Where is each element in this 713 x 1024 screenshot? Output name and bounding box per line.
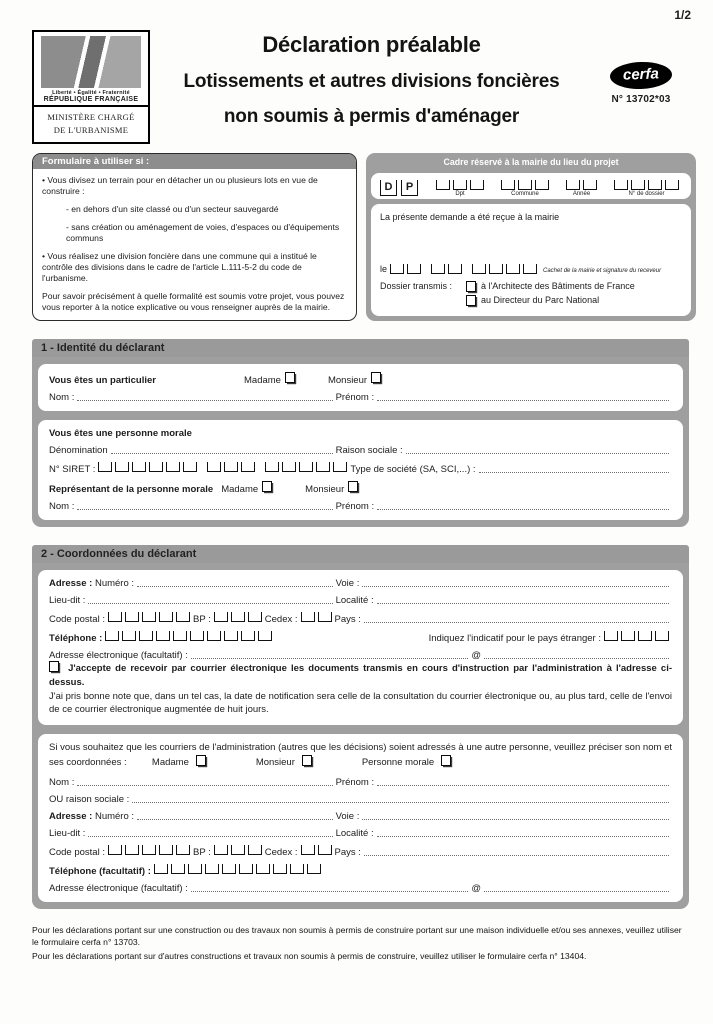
madame-label: Madame [221, 483, 259, 495]
declarant-localite-field[interactable] [377, 595, 669, 604]
declarant-pays-field[interactable] [364, 612, 669, 623]
ministry-logo-block [32, 30, 150, 144]
autre-localite-field[interactable] [377, 828, 669, 837]
prenom-label: Prénom : [335, 500, 375, 512]
date-month-field[interactable] [431, 264, 462, 274]
autre-telephone-field[interactable] [154, 864, 321, 874]
autre-nom-field[interactable] [77, 777, 332, 786]
telephone-label: Téléphone : [49, 632, 103, 644]
particulier-prenom-field[interactable] [377, 392, 669, 401]
republique-logo [34, 32, 148, 107]
usage-sub2: - sans création ou aménagement de voies, d'espaces ou d'équipements communs [66, 221, 340, 243]
cerfa-number: N° 13702*03 [611, 94, 671, 105]
usage-bullet1: • Vous divisez un terrain pour en détacher un ou plusieurs lots en vue de construire : [42, 174, 318, 196]
raison-sociale-label: Raison sociale : [335, 444, 403, 456]
autre-bp-field[interactable] [214, 845, 262, 855]
title-line1: Déclaration préalable [262, 32, 481, 57]
nom-label: Nom : [49, 500, 75, 512]
madame-label: Madame [244, 374, 281, 386]
title-line3: non soumis à permis d'aménager [223, 106, 520, 127]
code-letter-p: P [401, 180, 418, 196]
siret-label: N° SIRET : [49, 463, 96, 475]
received-text: La présente demande a été reçue à la mairie [380, 211, 560, 222]
numero-label: Numéro : [94, 811, 135, 822]
email-label: Adresse électronique (facultatif) : [49, 649, 188, 661]
page-number: 1/2 [674, 8, 691, 22]
ministry-line2: DE L'URBANISME [53, 124, 129, 135]
ministry-name [34, 107, 148, 142]
autre-personne-box [38, 734, 683, 902]
marianne-emblem-icon [41, 36, 141, 88]
mairie-reception-box [371, 204, 691, 316]
bp-label: BP : [192, 847, 211, 858]
form-title [150, 30, 593, 128]
representant-monsieur-checkbox[interactable] [348, 481, 358, 492]
siret-field-3[interactable] [265, 462, 347, 472]
pays-label: Pays : [334, 613, 361, 625]
adresse-label: Adresse : [49, 577, 93, 589]
madame-label: Madame [151, 757, 189, 769]
footer-line1: Pour les déclarations portant sur une construction ou des travaux non soumis à permis de construire portant sur une maison individuelle et/ou ses annexes, veuillez utiliser le formulaire cerfa n° 13703. [32, 925, 682, 948]
localite-label: Localité : [335, 828, 374, 839]
cedex-label: Cedex : [264, 613, 298, 625]
pays-label: Pays : [334, 847, 361, 858]
usage-sub1: - en dehors d'un site classé ou d'un secteur sauvegardé [66, 203, 279, 214]
at-symbol: @ [471, 883, 482, 894]
declarant-telephone-field[interactable] [105, 631, 272, 641]
consent-checkbox[interactable] [49, 661, 59, 672]
autre-numero-field[interactable] [137, 811, 333, 820]
numero-dossier-field[interactable] [614, 180, 679, 190]
representant-label: Représentant de la personne morale [49, 483, 214, 495]
code-postal-label: Code postal : [49, 847, 105, 858]
raison-sociale-field[interactable] [406, 445, 669, 454]
autre-voie-field[interactable] [362, 811, 669, 820]
indicatif-label: Indiquez l'indicatif pour le pays étranger : [428, 632, 601, 644]
autre-prenom-field[interactable] [377, 777, 669, 786]
annee-label: Année [572, 190, 591, 197]
code-letter-d: D [380, 180, 397, 196]
bp-label: BP : [192, 613, 211, 625]
autre-raison-sociale-field[interactable] [132, 794, 669, 803]
form-footer [32, 924, 689, 962]
consent-note-text: J'ai pris bonne note que, dans un tel cas, la date de notification sera celle de la consultation du courrier électronique ou, au plus tard, celle de l'envoi de ce courrier électronique augmentée de huit jours. [49, 690, 672, 715]
transmit-abf-option [462, 281, 635, 292]
autre-personne-intro-text: Si vous souhaitez que les courriers de l'administration (autres que les décisions) soient adressés à une autre personne, veuillez préciser son nom et ses coordonnées : [49, 741, 672, 769]
autre-code-postal-field[interactable] [108, 845, 190, 855]
transmit-parc-option [462, 295, 635, 306]
prenom-label: Prénom : [335, 391, 375, 403]
numero-label: Numéro : [94, 577, 135, 589]
voie-label: Voie : [335, 811, 360, 822]
nom-label: Nom : [49, 391, 75, 403]
date-year-field[interactable] [472, 264, 537, 274]
declarant-voie-field[interactable] [362, 578, 669, 587]
representant-prenom-field[interactable] [377, 501, 669, 510]
particulier-madame-checkbox[interactable] [285, 372, 295, 383]
representant-nom-field[interactable] [77, 501, 332, 510]
lieu-dit-label: Lieu-dit : [49, 594, 86, 606]
denomination-field[interactable] [111, 445, 333, 454]
top-columns [32, 153, 689, 321]
lieu-dit-label: Lieu-dit : [49, 828, 86, 839]
commune-field[interactable] [501, 180, 549, 190]
voie-label: Voie : [335, 577, 360, 589]
form-header [32, 30, 689, 144]
particulier-monsieur-checkbox[interactable] [371, 372, 381, 383]
declarant-coordonnees-box [38, 570, 683, 725]
usage-box-title: Formulaire à utiliser si : [33, 154, 356, 169]
numero-dossier-group [611, 180, 682, 197]
telephone-facultatif-label: Téléphone (facultatif) : [49, 866, 151, 877]
localite-label: Localité : [335, 594, 374, 606]
prenom-label: Prénom : [335, 777, 375, 788]
monsieur-label: Monsieur [305, 483, 345, 495]
monsieur-label: Monsieur [255, 757, 295, 769]
particulier-label: Vous êtes un particulier [49, 374, 156, 386]
monsieur-label: Monsieur [327, 374, 368, 386]
republic-text: RÉPUBLIQUE FRANÇAISE [43, 96, 139, 103]
date-day-field[interactable] [390, 264, 421, 274]
date-label: le [380, 263, 388, 274]
autre-email-domain-field[interactable] [484, 883, 669, 892]
declarant-lieu-dit-field[interactable] [88, 595, 332, 604]
declarant-email-domain-field[interactable] [484, 650, 669, 659]
representant-madame-checkbox[interactable] [262, 481, 272, 492]
personne-morale-label: Vous êtes une personne morale [49, 427, 192, 439]
declarant-indicatif-field[interactable] [604, 631, 669, 641]
denomination-label: Dénomination [49, 444, 108, 456]
cedex-label: Cedex : [264, 847, 298, 858]
code-postal-label: Code postal : [49, 613, 105, 625]
commune-label: Commune [511, 190, 539, 197]
numero-dossier-label: N° de dossier [628, 190, 665, 197]
stamp-note: Cachet de la mairie et signature du receveur [543, 267, 662, 274]
ou-raison-sociale-label: OU raison sociale : [49, 794, 130, 805]
abf-label: à l'Architecte des Bâtiments de France [481, 281, 635, 291]
autre-email-local-field[interactable] [191, 883, 468, 892]
annee-group [563, 180, 600, 197]
personne-morale-box [38, 420, 683, 520]
section-identite [32, 339, 689, 527]
consent-paragraph [49, 661, 672, 691]
autre-monsieur-checkbox[interactable] [302, 755, 312, 766]
siret-field-2[interactable] [207, 462, 255, 472]
autre-personne-intro [49, 741, 672, 771]
footer-line2: Pour les déclarations portant sur d'autres constructions et travaux non soumis à permis de construire, veuillez utiliser le formulaire cerfa n° 13404. [32, 951, 587, 962]
declarant-email-local-field[interactable] [191, 650, 468, 659]
declarant-bp-field[interactable] [214, 612, 262, 622]
nom-label: Nom : [49, 777, 75, 788]
mairie-panel-title: Cadre réservé à la mairie du lieu du projet [443, 156, 619, 167]
personne-morale-option-label: Personne morale [361, 757, 435, 769]
declarant-numero-field[interactable] [137, 578, 333, 587]
section1-title: 1 - Identité du déclarant [32, 339, 689, 357]
autre-lieu-dit-field[interactable] [88, 828, 332, 837]
usage-instructions-box [32, 153, 357, 321]
type-societe-field[interactable] [479, 462, 669, 473]
mairie-reserved-panel [366, 153, 696, 321]
cerfa-logo: cerfa [610, 61, 673, 90]
consent-bold-text: J'accepte de recevoir par courrier électronique les documents transmis en cours d'instruction par l'administration à l'adresse ci-dessus. [49, 662, 672, 689]
autre-personne-morale-checkbox[interactable] [441, 755, 451, 766]
ministry-line1: MINISTÈRE CHARGÉ [47, 112, 135, 122]
parc-national-checkbox[interactable] [466, 295, 476, 306]
autre-madame-checkbox[interactable] [196, 755, 206, 766]
section-coordonnees [32, 545, 689, 910]
abf-checkbox[interactable] [466, 281, 476, 292]
cerfa-block [593, 30, 689, 105]
at-symbol: @ [471, 649, 482, 661]
dpt-field[interactable] [436, 180, 484, 190]
commune-group [498, 180, 552, 197]
adresse-label: Adresse : [49, 811, 93, 822]
dpt-label: Dpt [455, 190, 465, 197]
transmit-label: Dossier transmis : [380, 280, 453, 291]
declarant-cedex-field[interactable] [301, 612, 332, 622]
dpt-group [433, 180, 487, 197]
title-line2: Lotissements et autres divisions foncières [183, 71, 560, 92]
motto-text: Liberté • Égalité • Fraternité [52, 90, 130, 96]
particulier-nom-field[interactable] [77, 392, 332, 401]
usage-note: Pour savoir précisément à quelle formalité est soumis votre projet, vous pouvez vous reporter à la notice explicative ou vous renseigner auprès de la mairie. [42, 290, 345, 312]
dossier-transmis-row [380, 281, 682, 309]
siret-field-1[interactable] [98, 462, 197, 472]
usage-bullet2: • Vous réalisez une division foncière dans une commune qui a institué le contrôle des divisions dans le cadre de l'article L.111-5-2 du code de l'urbanisme. [42, 250, 317, 283]
email-label: Adresse électronique (facultatif) : [49, 883, 188, 894]
parc-label: au Directeur du Parc National [481, 295, 600, 305]
reception-date-row [380, 264, 682, 274]
annee-field[interactable] [566, 180, 597, 190]
declarant-code-postal-field[interactable] [108, 612, 190, 622]
autre-pays-field[interactable] [364, 845, 669, 856]
autre-cedex-field[interactable] [301, 845, 332, 855]
dossier-code-box [371, 173, 691, 199]
section2-title: 2 - Coordonnées du déclarant [32, 545, 689, 563]
type-societe-label: Type de société (SA, SCI,...) : [350, 463, 476, 475]
particulier-box [38, 364, 683, 411]
